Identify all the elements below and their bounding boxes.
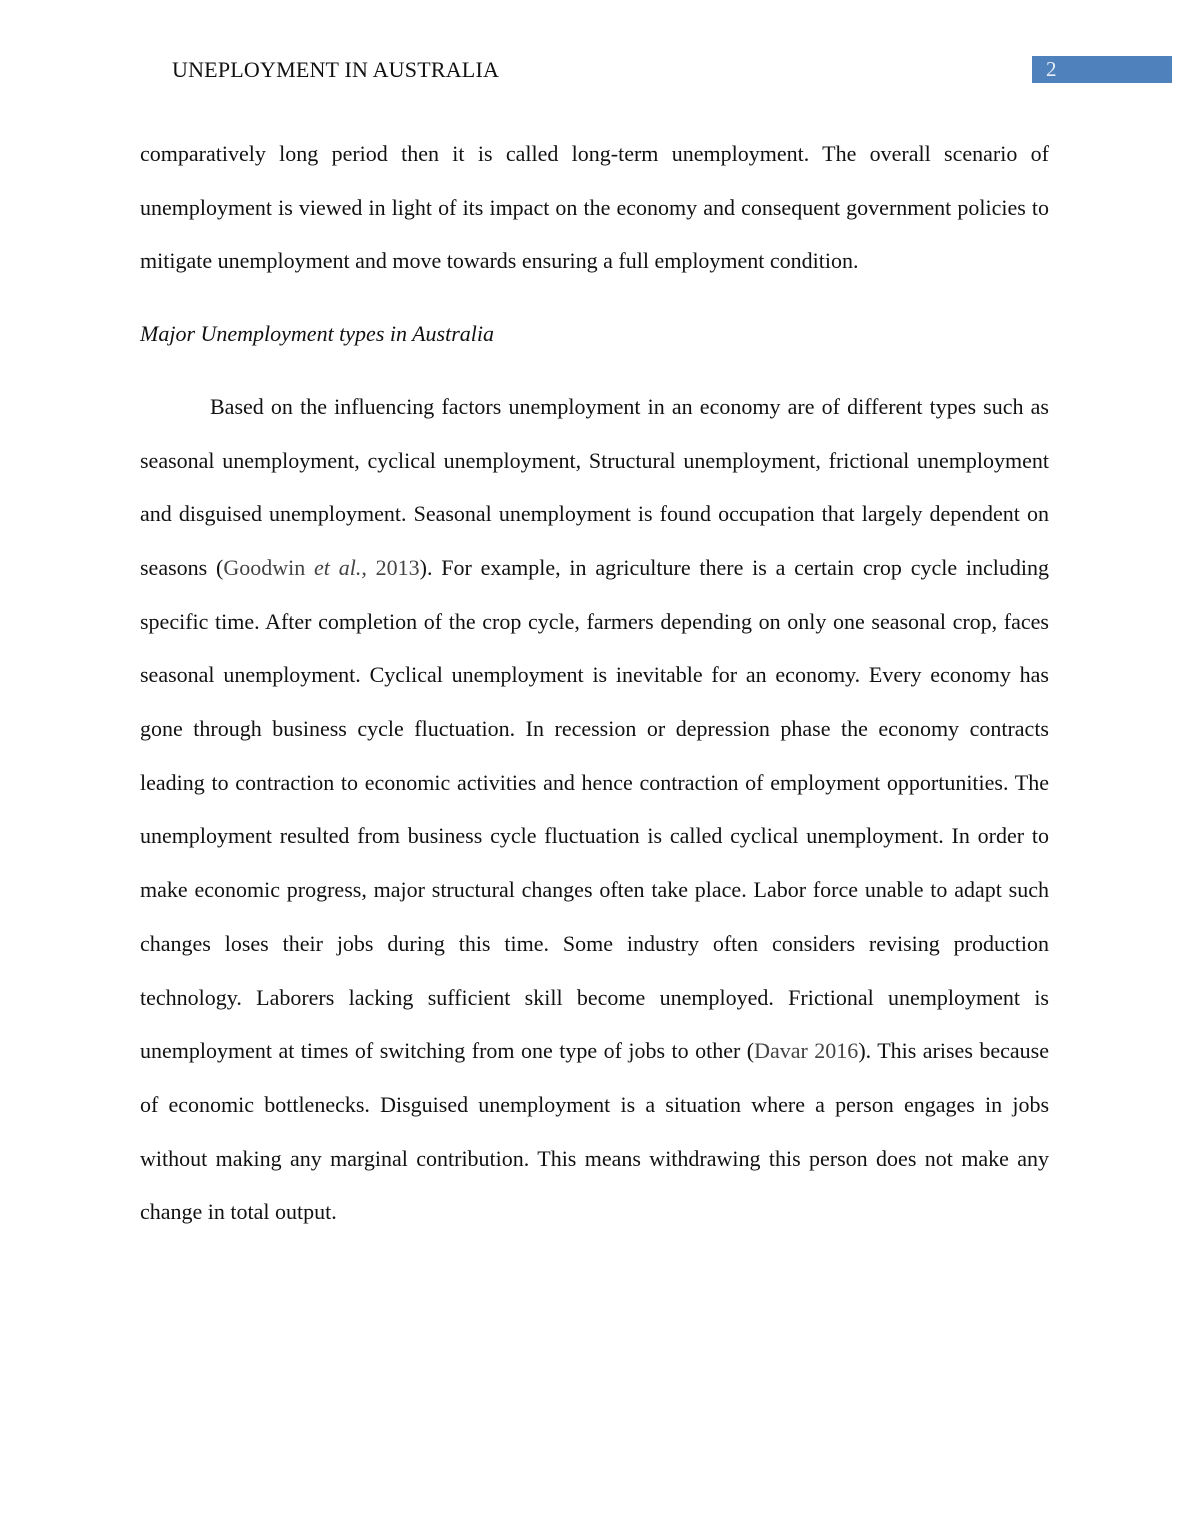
document-body xyxy=(140,127,1049,1239)
paragraph-continuation: comparatively long period then it is called long-term unemployment. The overall scenario of unemployment is viewed in light of its impact on the economy and consequent government policies to mitigate unemployment and move towards ensuring a full employment condition. xyxy=(140,141,1049,274)
running-title: UNEPLOYMENT IN AUSTRALIA xyxy=(172,57,500,82)
section-heading: Major Unemployment types in Australia xyxy=(140,321,494,347)
citation-etal: et al., xyxy=(314,554,367,580)
citation-author: Goodwin xyxy=(223,554,306,580)
paragraph-text-part3: ). This arises because of economic bottlenecks. Disguised unemployment is a situation where a person engages in jobs without making any marginal contribution. This means withdrawing this person does not make any change in total output. xyxy=(140,1038,1049,1225)
citation-year: 2013 xyxy=(375,554,420,580)
page-number: 2 xyxy=(1032,56,1172,83)
citation-davar: Davar 2016 xyxy=(754,1038,859,1064)
citation-goodwin xyxy=(223,555,419,580)
paragraph-unemployment-types xyxy=(140,380,1049,1239)
paragraph-text-part2: ). For example, in agriculture there is a certain crop cycle including specific time. After completion of the crop cycle, farmers depending on only one seasonal crop, faces seasonal unemployment. Cyclical unemployment is inevitable for an economy. Every economy has gone through business cycle fluctuation. In recession or depression phase the economy contracts leading to contraction to economic activities and hence contraction of employment opportunities. The unemployment resulted from business cycle fluctuation is called cyclical unemployment. In order to make economic progress, major structural changes often take place. Labor force unable to adapt such changes loses their jobs during this time. Some industry often considers revising production technology. Laborers lacking sufficient skill become unemployed. Frictional unemployment is unemployment at times of switching from one type of jobs to other ( xyxy=(140,554,1050,1064)
paragraph-text-part1: Based on the influencing factors unemployment in an economy are of different types such as seasonal unemployment, cyclical unemployment, Structural unemployment, frictional unemployment and disguised unemployment. Seasonal unemployment is found occupation that largely dependent on seasons ( xyxy=(140,393,1049,580)
